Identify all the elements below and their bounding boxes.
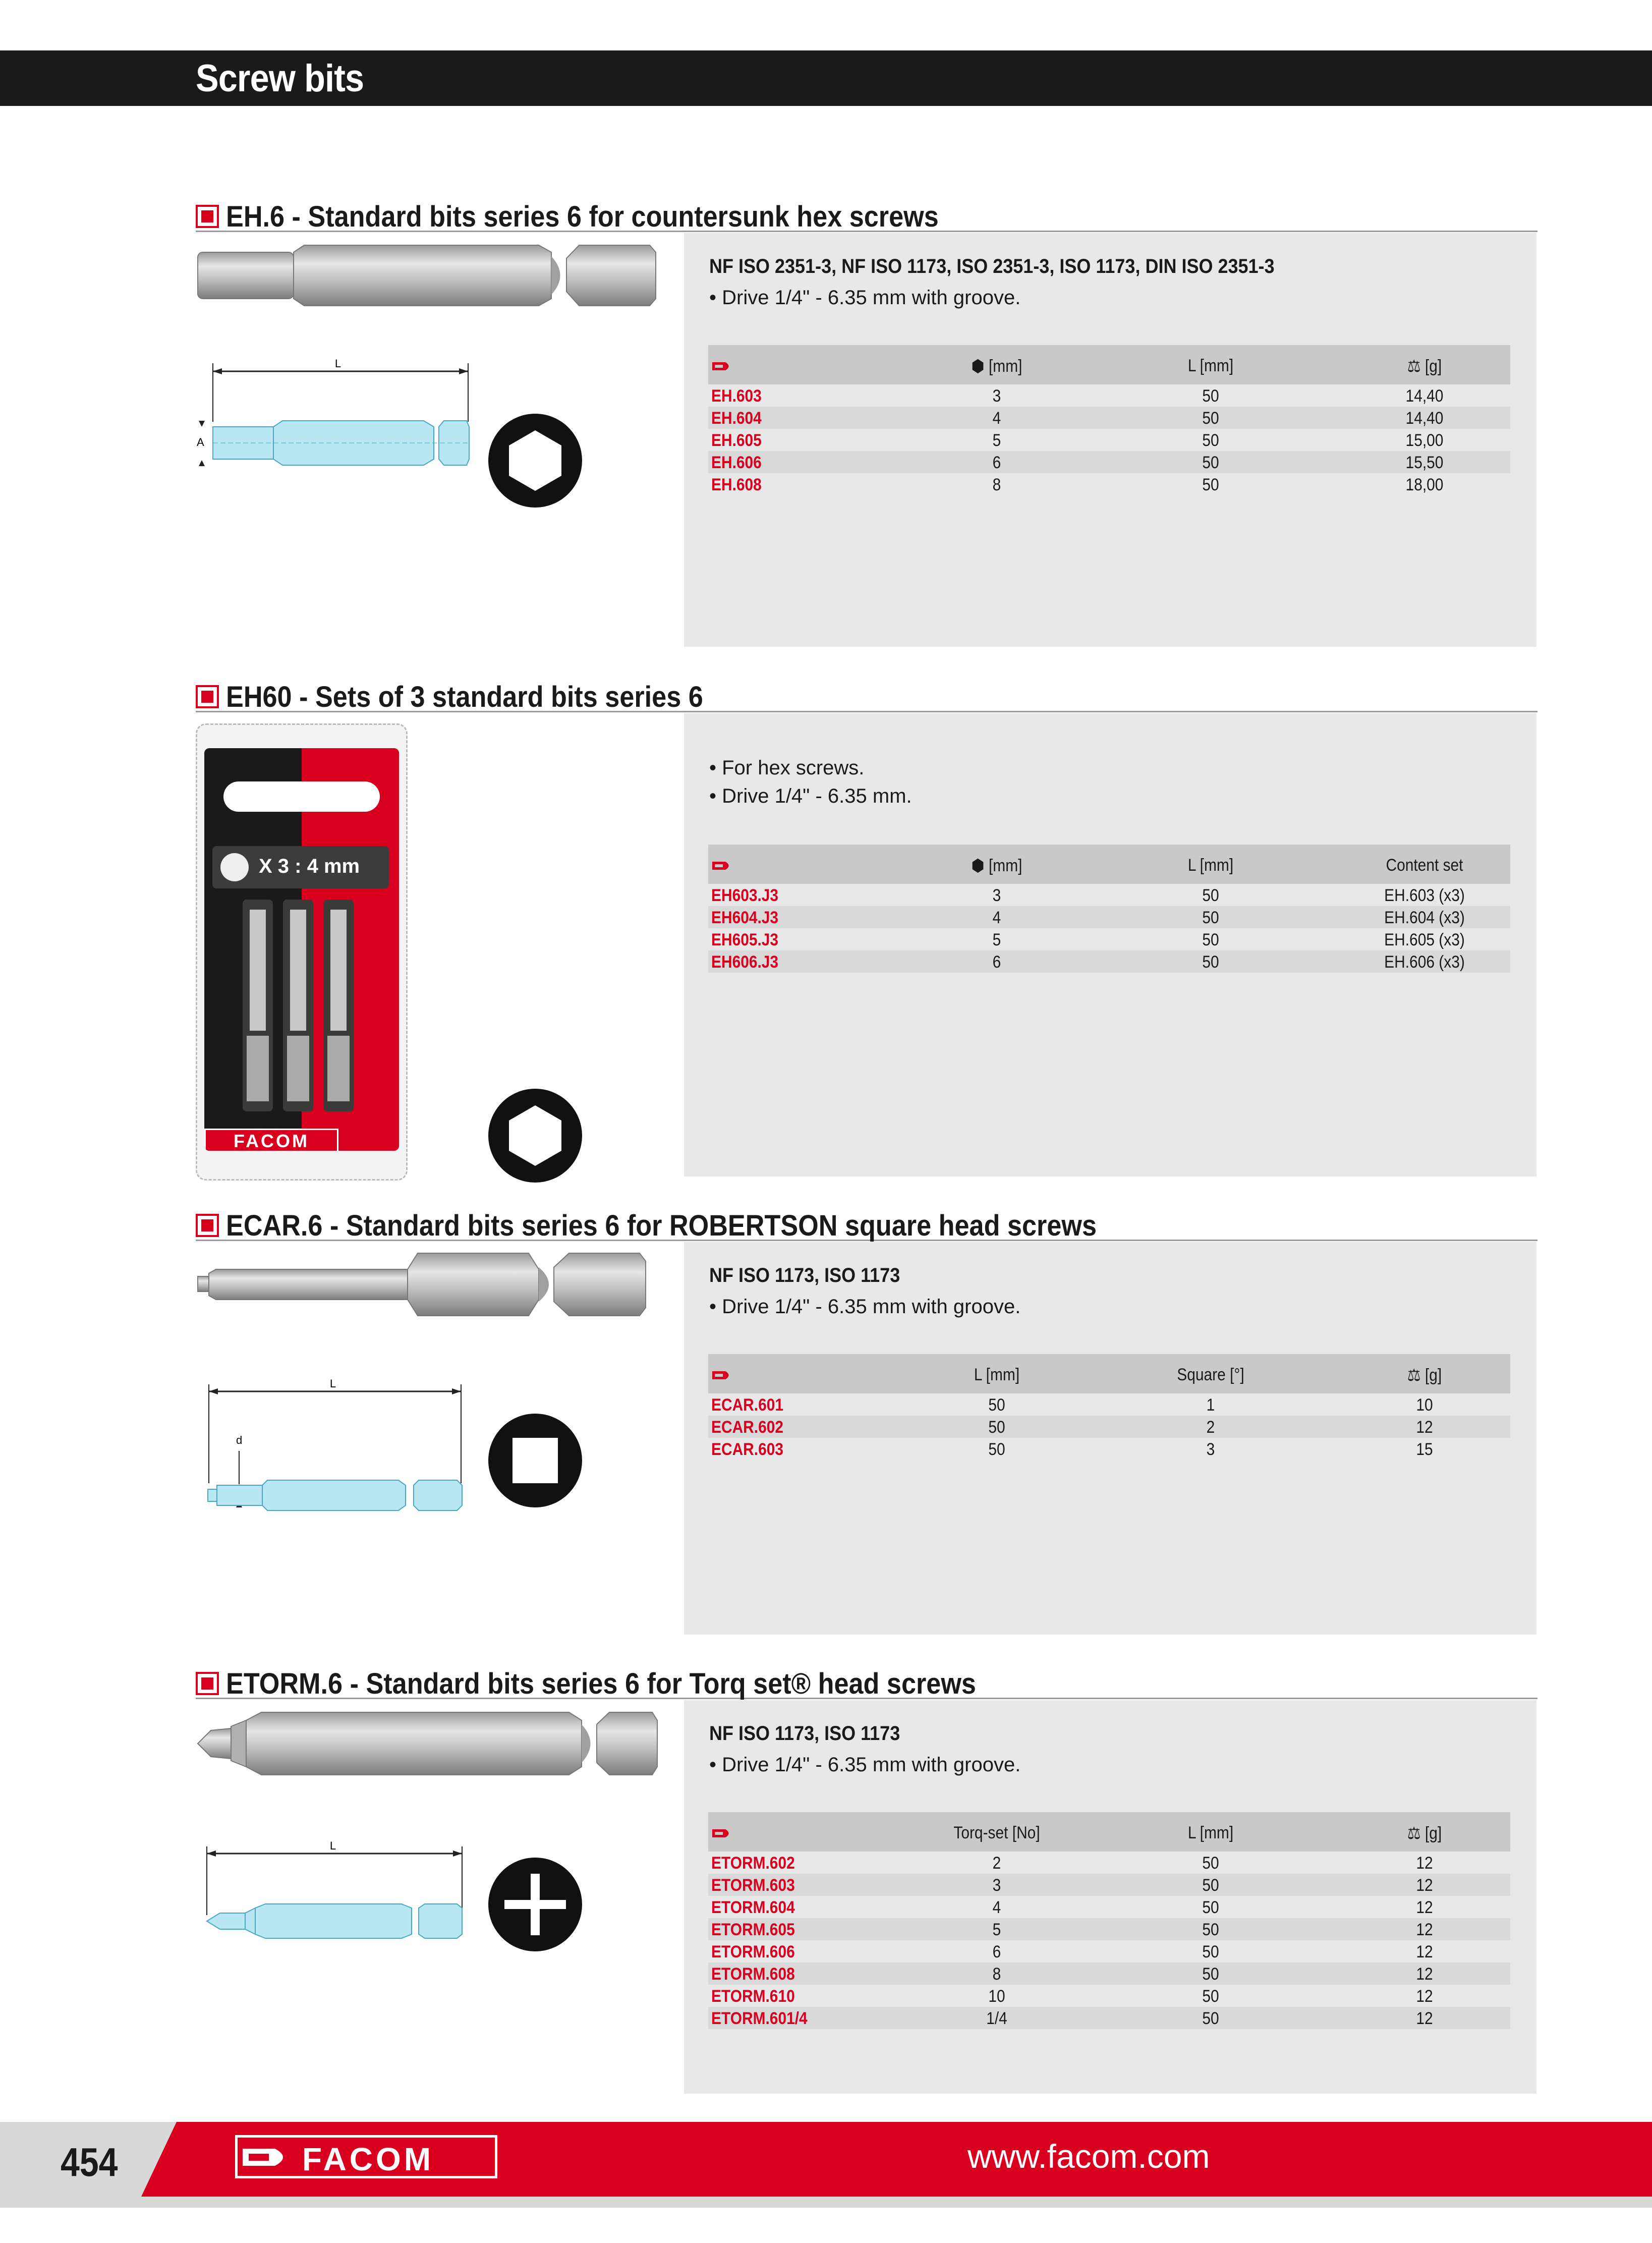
blister-card <box>204 748 399 1151</box>
section-marker-icon <box>196 1214 219 1237</box>
page-title: Screw bits <box>196 57 364 100</box>
col-header-weight: ⚖ [g] <box>1407 1824 1442 1843</box>
col-header-weight: ⚖ [g] <box>1407 1366 1442 1385</box>
section-title: EH60 - Sets of 3 standard bits series 6 <box>226 681 703 713</box>
pack-label: X 3 : 4 mm <box>212 846 389 888</box>
section-marker-icon <box>196 1672 219 1695</box>
facom-logo-icon <box>243 2145 293 2170</box>
col-header-size: ⬢ [mm] <box>971 357 1022 376</box>
section-heading <box>196 199 1537 232</box>
hex-bit-photo <box>196 241 660 309</box>
blister-pack-photo <box>196 723 408 1181</box>
col-header-torqset: Torq-set [No] <box>953 1823 1040 1842</box>
hex-size-icon: ⬢ <box>971 856 989 875</box>
standards-text: NF ISO 1173, ISO 1173 <box>709 1264 900 1286</box>
facom-ref-icon <box>712 357 890 377</box>
dim-diameter-label: A <box>197 436 204 448</box>
torq-bit-photo <box>196 1708 660 1779</box>
page-number: 454 <box>61 2140 118 2184</box>
table-row: ETORM.606 6 50 12 <box>711 1942 1433 1961</box>
product-info-panel <box>684 1700 1536 2094</box>
weight-icon: ⚖ <box>1407 1824 1425 1843</box>
section-title: ECAR.6 - Standard bits series 6 for ROBERTSON square head screws <box>226 1209 1097 1242</box>
table-row: EH.608 8 50 18,00 <box>711 475 1444 494</box>
col-header-size: ⬢ [mm] <box>971 856 1022 875</box>
table-row: EH.603 3 50 14,40 <box>711 386 1444 406</box>
spec-table <box>708 845 1510 973</box>
col-header-content: Content set <box>1386 856 1463 875</box>
section-title: EH.6 - Standard bits series 6 for countersunk hex screws <box>226 200 939 233</box>
section-marker-icon <box>196 205 219 228</box>
table-row: ETORM.602 2 50 12 <box>711 1854 1433 1873</box>
section-title: ETORM.6 - Standard bits series 6 for Torq set® head screws <box>226 1667 976 1700</box>
footer-url[interactable]: www.facom.com <box>967 2138 1210 2175</box>
feature-bullet: • Drive 1/4" - 6.35 mm. <box>709 785 912 807</box>
spec-table <box>708 1354 1510 1460</box>
hex-size-icon: ⬢ <box>971 357 989 376</box>
col-header-length: L [mm] <box>1187 856 1234 875</box>
facom-logo-text: FACOM <box>302 2141 434 2177</box>
section-marker-icon <box>196 685 219 708</box>
facom-ref-icon <box>712 857 890 876</box>
table-row: EH604.J3 4 50 EH.604 (x3) <box>708 906 1510 928</box>
table-row: ETORM.608 8 50 12 <box>708 1962 1510 1985</box>
hex-label-icon <box>220 853 249 881</box>
dim-length-label: L <box>329 1377 336 1390</box>
table-row: ECAR.603 50 3 15 <box>711 1440 1433 1459</box>
col-header-weight: ⚖ [g] <box>1407 357 1442 376</box>
section-heading <box>196 1208 1537 1241</box>
table-row: ETORM.603 3 50 12 <box>708 1874 1510 1896</box>
col-header-square: Square [°] <box>1177 1365 1244 1384</box>
col-header-length: L [mm] <box>1187 356 1234 375</box>
product-info-panel <box>684 713 1536 1176</box>
spec-table <box>708 1812 1510 2029</box>
facom-ref-icon <box>712 1366 890 1386</box>
section-heading <box>196 1666 1537 1699</box>
table-row: EH.605 5 50 15,00 <box>711 431 1444 450</box>
torq-socket-icon <box>487 1857 583 1952</box>
table-row: ETORM.604 4 50 12 <box>711 1898 1433 1917</box>
section-heading <box>196 679 1537 712</box>
bits-in-pack <box>235 900 361 1111</box>
table-row: EH605.J3 5 50 EH.605 (x3) <box>711 930 1465 949</box>
col-header-length: L [mm] <box>974 1365 1020 1384</box>
table-row: ECAR.602 50 2 12 <box>708 1416 1510 1438</box>
table-header <box>708 1812 1510 1852</box>
square-bit-photo <box>196 1249 650 1320</box>
product-info-panel <box>684 1242 1536 1635</box>
dim-diameter-label: d <box>236 1434 243 1446</box>
page-title-bar <box>0 50 1652 106</box>
spec-table <box>708 345 1510 495</box>
weight-icon: ⚖ <box>1407 357 1425 376</box>
table-header <box>708 845 1510 884</box>
table-row: ETORM.601/4 1/4 50 12 <box>708 2007 1510 2029</box>
hex-socket-icon <box>487 1088 583 1184</box>
feature-bullet: • Drive 1/4" - 6.35 mm with groove. <box>709 1296 1021 1318</box>
table-row: ETORM.605 5 50 12 <box>708 1918 1510 1940</box>
weight-icon: ⚖ <box>1407 1366 1425 1385</box>
product-info-panel <box>684 233 1536 647</box>
hang-hole <box>223 781 380 812</box>
table-row: ETORM.610 10 50 12 <box>711 1987 1433 2006</box>
table-row: EH606.J3 6 50 EH.606 (x3) <box>708 950 1510 973</box>
facom-logo <box>235 2135 497 2178</box>
dim-length-label: L <box>334 357 341 370</box>
table-row: EH603.J3 3 50 EH.603 (x3) <box>711 886 1465 905</box>
col-header-length: L [mm] <box>1187 1823 1234 1842</box>
feature-bullet: • For hex screws. <box>709 757 865 779</box>
torq-bit-drawing <box>200 1839 472 1950</box>
square-bit-drawing <box>197 1377 469 1519</box>
standards-text: NF ISO 1173, ISO 1173 <box>709 1722 900 1745</box>
table-header <box>708 1354 1510 1393</box>
table-header <box>708 345 1510 384</box>
standards-text: NF ISO 2351-3, NF ISO 1173, ISO 2351-3, ISO 1173, DIN ISO 2351-3 <box>709 255 1275 277</box>
hex-bit-drawing <box>192 356 474 477</box>
table-row: EH.606 6 50 15,50 <box>708 451 1510 473</box>
table-row: EH.604 4 50 14,40 <box>708 407 1510 429</box>
square-socket-icon <box>487 1413 583 1508</box>
feature-bullet: • Drive 1/4" - 6.35 mm with groove. <box>709 1754 1021 1776</box>
facom-logo: FACOM <box>204 1129 338 1151</box>
dim-length-label: L <box>329 1839 336 1852</box>
hex-socket-icon <box>487 413 583 509</box>
table-row: ECAR.601 50 1 10 <box>711 1395 1433 1415</box>
feature-bullet: • Drive 1/4" - 6.35 mm with groove. <box>709 287 1021 309</box>
facom-ref-icon <box>712 1824 890 1844</box>
